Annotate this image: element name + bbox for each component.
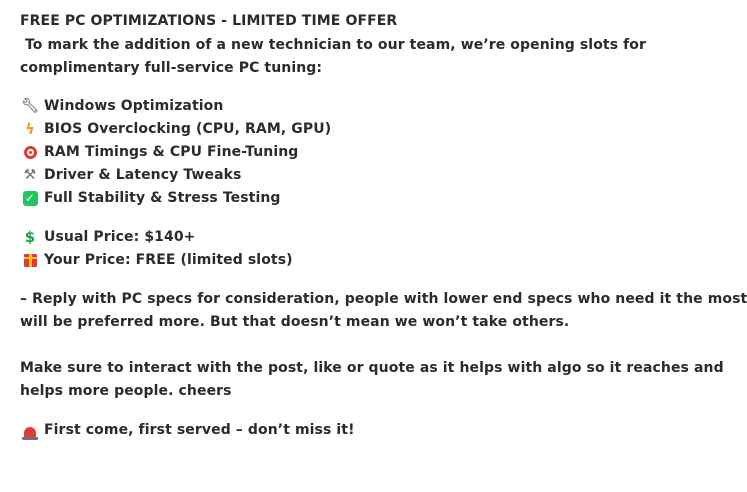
feature-item	[20, 119, 331, 139]
siren-icon	[20, 420, 40, 440]
feature-item	[20, 96, 223, 116]
dollar-icon: $	[24, 228, 36, 246]
feature-label: RAM Timings & CPU Fine-Tuning	[44, 144, 299, 160]
checkmark-icon: ✓	[20, 188, 40, 208]
feature-label: Driver & Latency Tweaks	[44, 167, 242, 183]
feature-item	[20, 165, 241, 185]
tools-icon: ⚒	[23, 167, 37, 183]
interact-line-2: helps more people. cheers	[20, 383, 232, 399]
feature-label: BIOS Overclocking (CPU, RAM, GPU)	[44, 121, 332, 137]
intro-line-1: To mark the addition of a new technician to our team, we’re opening slots for	[20, 37, 647, 53]
feature-item	[20, 142, 298, 162]
feature-item	[20, 188, 281, 208]
wrench-icon: 🔧︎	[21, 98, 39, 114]
price-label: Your Price: FREE (limited slots)	[44, 252, 293, 268]
price-item	[20, 250, 293, 270]
target-icon	[20, 142, 40, 162]
price-label: Usual Price: $140+	[44, 229, 196, 245]
reply-line-2: will be preferred more. But that doesn’t mean we won’t take others.	[20, 314, 570, 330]
feature-label: Windows Optimization	[44, 98, 224, 114]
lightning-icon: ϟ	[25, 120, 35, 138]
intro-line-2: complimentary full-service PC tuning:	[20, 60, 323, 76]
interact-line-1: Make sure to interact with the post, like or quote as it helps with algo so it reaches and	[20, 360, 724, 376]
call-to-action	[20, 420, 355, 440]
headline: FREE PC OPTIMIZATIONS - LIMITED TIME OFFER	[20, 13, 398, 29]
feature-label: Full Stability & Stress Testing	[44, 190, 281, 206]
price-item	[20, 227, 196, 247]
reply-line-1: – Reply with PC specs for consideration, people with lower end specs who need it the most	[20, 291, 747, 307]
cta-label: First come, first served – don’t miss it!	[44, 422, 355, 438]
gift-icon	[20, 250, 40, 270]
